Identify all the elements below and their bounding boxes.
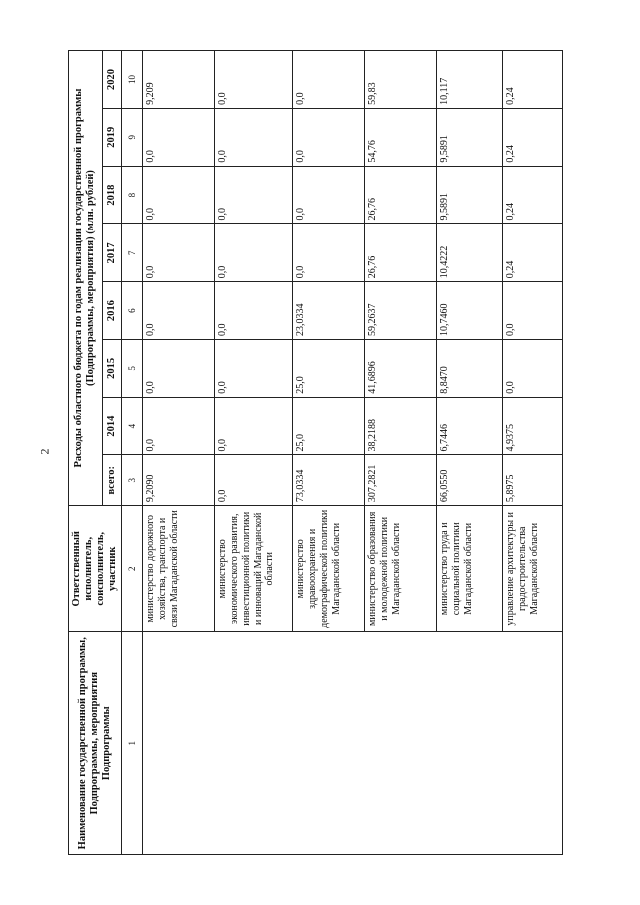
column-number: 3 <box>121 455 142 506</box>
year-value-cell: 0,0 <box>142 224 214 282</box>
budget-table <box>68 50 563 855</box>
year-value-cell: 0,24 <box>502 224 562 282</box>
responsible-cell: управление архитектуры и градостроительства Магаданской области <box>502 506 562 632</box>
year-value-cell: 0,24 <box>502 108 562 166</box>
year-value-cell: 0,0 <box>142 397 214 455</box>
year-value-cell: 8,8470 <box>436 339 502 397</box>
year-value-cell: 0,0 <box>292 108 364 166</box>
header-year: 2020 <box>102 51 122 109</box>
year-value-cell: 0,0 <box>214 51 292 109</box>
rotated-table-container <box>68 50 573 855</box>
year-value-cell: 9,5891 <box>436 166 502 224</box>
header-name: Наименование государственной программы, Подпрограммы, мероприятия Подпрограммы <box>68 632 121 855</box>
table-row <box>142 51 214 855</box>
year-value-cell: 25,0 <box>292 339 364 397</box>
year-value-cell: 0,24 <box>502 166 562 224</box>
total-cell: 307,2821 <box>364 455 436 506</box>
header-total: всего: <box>102 455 122 506</box>
total-cell: 9,2090 <box>142 455 214 506</box>
year-value-cell: 10,4222 <box>436 224 502 282</box>
year-value-cell: 26,76 <box>364 224 436 282</box>
year-value-cell: 0,0 <box>142 282 214 340</box>
year-value-cell: 41,6896 <box>364 339 436 397</box>
program-name-cell <box>142 632 562 855</box>
column-number: 10 <box>121 51 142 109</box>
year-value-cell: 10,117 <box>436 51 502 109</box>
year-value-cell: 0,0 <box>214 108 292 166</box>
year-value-cell: 0,0 <box>502 282 562 340</box>
year-value-cell: 0,0 <box>214 224 292 282</box>
year-value-cell: 26,76 <box>364 166 436 224</box>
column-number: 5 <box>121 339 142 397</box>
responsible-cell: министерство здравоохранения и демографической политики Магаданской области <box>292 506 364 632</box>
responsible-cell: министерство образования и молодежной политики Магаданской области <box>364 506 436 632</box>
year-value-cell: 59,2637 <box>364 282 436 340</box>
total-cell: 5,8975 <box>502 455 562 506</box>
header-responsible: Ответственный исполнитель, соисполнитель, участник <box>68 506 121 632</box>
responsible-cell: министерство дорожного хозяйства, транспорта и связи Магаданской области <box>142 506 214 632</box>
year-value-cell: 10,7460 <box>436 282 502 340</box>
year-value-cell: 25,0 <box>292 397 364 455</box>
year-value-cell: 59,83 <box>364 51 436 109</box>
header-year: 2016 <box>102 282 122 340</box>
column-number: 9 <box>121 108 142 166</box>
total-cell: 0,0 <box>214 455 292 506</box>
year-value-cell: 0,0 <box>142 108 214 166</box>
column-number: 4 <box>121 397 142 455</box>
header-year: 2014 <box>102 397 122 455</box>
column-number: 7 <box>121 224 142 282</box>
year-value-cell: 38,2188 <box>364 397 436 455</box>
responsible-cell: министерство труда и социальной политики Магаданской области <box>436 506 502 632</box>
year-value-cell: 0,24 <box>502 51 562 109</box>
year-value-cell: 23,0334 <box>292 282 364 340</box>
column-number: 1 <box>121 632 142 855</box>
year-value-cell: 0,0 <box>214 282 292 340</box>
column-number: 8 <box>121 166 142 224</box>
year-value-cell: 54,76 <box>364 108 436 166</box>
year-value-cell: 9,209 <box>142 51 214 109</box>
year-value-cell: 6,7446 <box>436 397 502 455</box>
year-value-cell: 0,0 <box>214 397 292 455</box>
column-number-row <box>121 51 142 855</box>
header-year: 2017 <box>102 224 122 282</box>
year-value-cell: 4,9375 <box>502 397 562 455</box>
year-value-cell: 0,0 <box>292 166 364 224</box>
total-cell: 73,0334 <box>292 455 364 506</box>
year-value-cell: 9,5891 <box>436 108 502 166</box>
responsible-cell: министерство экономического развития, инвестиционной политики и инноваций Магаданской области <box>214 506 292 632</box>
header-expenses: Расходы областного бюджета по годам реализации государственной программы (Подпрограммы, мероприятия) (млн. рублей) <box>68 51 102 506</box>
year-value-cell: 0,0 <box>142 166 214 224</box>
header-year: 2018 <box>102 166 122 224</box>
year-value-cell: 0,0 <box>214 339 292 397</box>
year-value-cell: 0,0 <box>292 224 364 282</box>
column-number: 6 <box>121 282 142 340</box>
year-value-cell: 0,0 <box>214 166 292 224</box>
year-value-cell: 0,0 <box>292 51 364 109</box>
year-value-cell: 0,0 <box>502 339 562 397</box>
header-year: 2019 <box>102 108 122 166</box>
column-number: 2 <box>121 506 142 632</box>
page-number: 2 <box>37 448 52 455</box>
year-value-cell: 0,0 <box>142 339 214 397</box>
total-cell: 66,0550 <box>436 455 502 506</box>
header-year: 2015 <box>102 339 122 397</box>
